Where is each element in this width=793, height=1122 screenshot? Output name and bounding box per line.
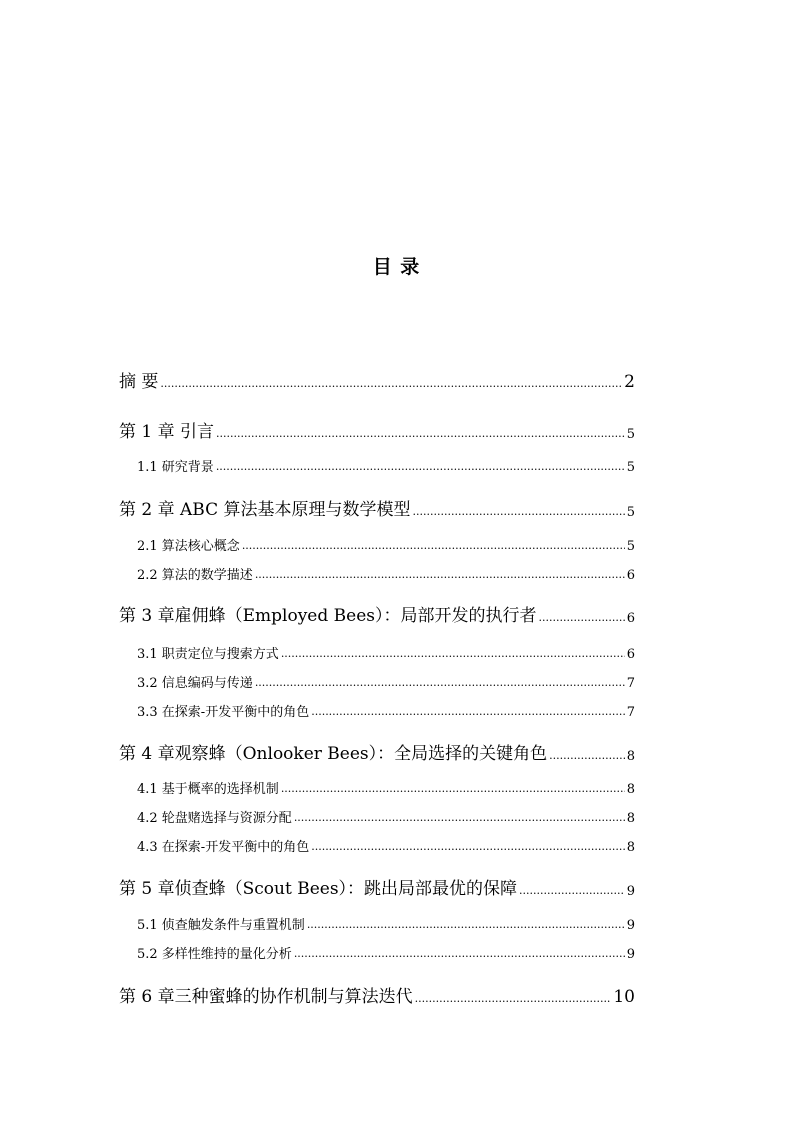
toc-page-number: 8 [626, 749, 635, 764]
toc-entry[interactable] [119, 982, 635, 1007]
toc-page-number: 5 [626, 460, 635, 475]
toc-page-number: 9 [626, 884, 635, 899]
toc-entry-label: 第 6 章三种蜜蜂的协作机制与算法迭代 [119, 987, 413, 1007]
toc-leader-dots [549, 750, 625, 764]
toc-page-number: 8 [626, 782, 635, 797]
toc-entry-label: 4.3 在探索-开发平衡中的角色 [137, 840, 310, 855]
toc-leader-dots [415, 993, 612, 1007]
toc-entry-label: 第 5 章侦查蜂（Scout Bees）：跳出局部最优的保障 [119, 879, 518, 899]
toc-entry[interactable] [137, 564, 635, 583]
toc-entry[interactable] [137, 778, 635, 797]
toc-leader-dots [160, 378, 622, 392]
toc-entry[interactable] [137, 701, 635, 720]
toc-entry-label: 摘 要 [119, 372, 159, 392]
toc-page-number: 5 [626, 427, 635, 442]
toc-entry-label: 3.2 信息编码与传递 [137, 676, 253, 691]
toc-entry-label: 4.1 基于概率的选择机制 [137, 782, 279, 797]
toc-page-number: 8 [626, 840, 635, 855]
toc-entry[interactable] [137, 535, 635, 554]
toc-entry[interactable] [137, 643, 635, 662]
toc-page-number: 5 [626, 539, 635, 554]
toc-entry[interactable] [137, 914, 635, 933]
toc-leader-dots [216, 461, 625, 475]
toc-leader-dots [294, 812, 625, 826]
toc-entry[interactable] [119, 601, 635, 626]
toc-leader-dots [281, 648, 625, 662]
toc-entry-label: 5.1 侦查触发条件与重置机制 [137, 918, 305, 933]
toc-entry-label: 4.2 轮盘赌选择与资源分配 [137, 811, 292, 826]
toc-leader-dots [311, 841, 625, 855]
toc-entry[interactable] [137, 456, 635, 475]
toc-entry-label: 2.2 算法的数学描述 [137, 568, 253, 583]
toc-page-number: 5 [626, 505, 635, 520]
toc-leader-dots [307, 919, 625, 933]
toc-entry-label: 第 2 章 ABC 算法基本原理与数学模型 [119, 500, 411, 520]
toc-entry-label: 5.2 多样性维持的量化分析 [137, 947, 292, 962]
toc-entry[interactable] [119, 367, 635, 392]
toc-entry[interactable] [137, 943, 635, 962]
toc-entry-label: 第 4 章观察蜂（Onlooker Bees）：全局选择的关键角色 [119, 744, 548, 764]
toc-page-number: 8 [626, 811, 635, 826]
toc-page-number: 6 [626, 568, 635, 583]
toc-page-number: 2 [624, 372, 635, 392]
toc-leader-dots [281, 783, 625, 797]
toc-page-number: 10 [613, 987, 635, 1007]
toc-entry[interactable] [119, 417, 635, 442]
toc-entry[interactable] [137, 807, 635, 826]
toc-entry[interactable] [119, 739, 635, 764]
toc-entry[interactable] [119, 874, 635, 899]
toc-page-number: 9 [626, 918, 635, 933]
toc-leader-dots [311, 706, 625, 720]
toc-page-number: 9 [626, 947, 635, 962]
toc-entry-label: 3.3 在探索-开发平衡中的角色 [137, 705, 310, 720]
toc-page-number: 6 [626, 647, 635, 662]
toc-entry[interactable] [137, 672, 635, 691]
toc-entry-label: 3.1 职责定位与搜索方式 [137, 647, 279, 662]
toc-leader-dots [519, 885, 625, 899]
toc-leader-dots [413, 506, 625, 520]
toc-entry[interactable] [119, 495, 635, 520]
toc-leader-dots [255, 569, 625, 583]
toc-entry-label: 第 1 章 引言 [119, 422, 215, 442]
toc-entry-label: 第 3 章雇佣蜂（Employed Bees）：局部开发的执行者 [119, 606, 537, 626]
toc-page-number: 7 [626, 676, 635, 691]
toc-leader-dots [539, 612, 625, 626]
toc-leader-dots [255, 677, 625, 691]
toc-entry[interactable] [137, 836, 635, 855]
toc-leader-dots [294, 948, 625, 962]
toc-leader-dots [242, 540, 625, 554]
toc-entry-label: 2.1 算法核心概念 [137, 539, 240, 554]
toc-leader-dots [216, 428, 625, 442]
toc-page-number: 7 [626, 705, 635, 720]
page-title: 目 录 [372, 256, 421, 278]
toc-entry-label: 1.1 研究背景 [137, 460, 214, 475]
toc-page-number: 6 [626, 611, 635, 626]
